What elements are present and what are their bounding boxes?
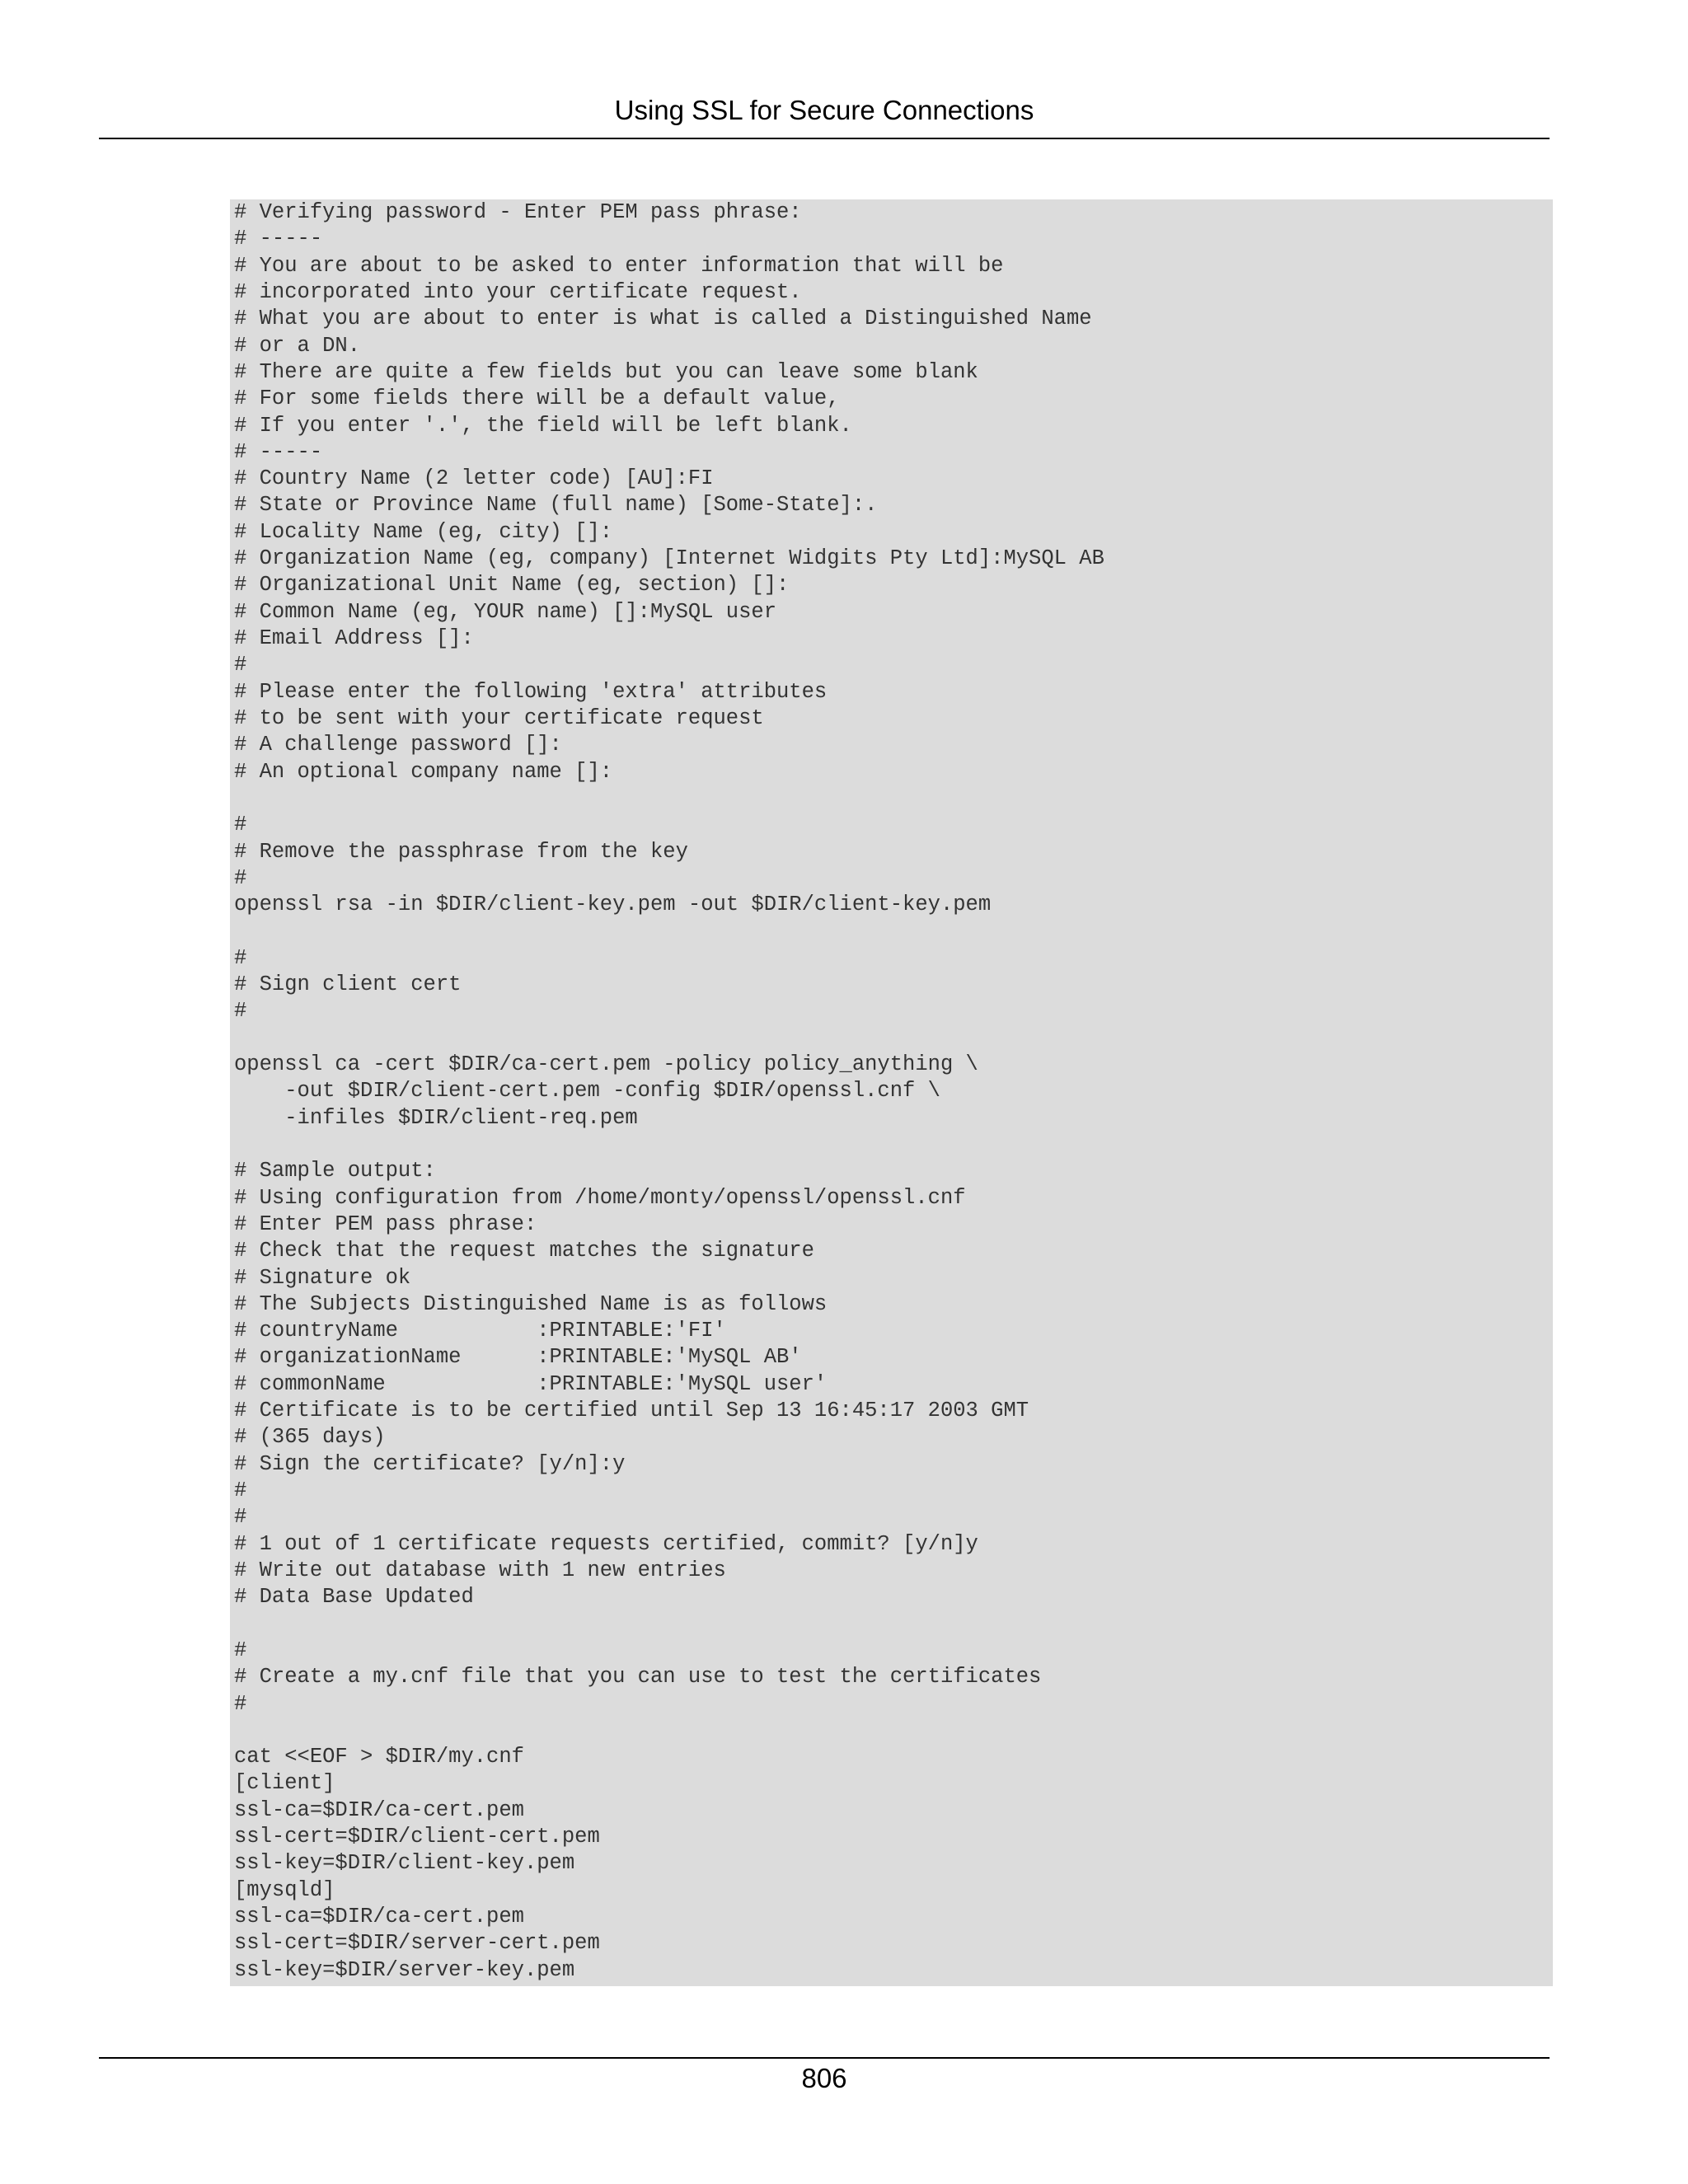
code-line — [234, 1132, 1553, 1158]
code-line: # Sign the certificate? [y/n]:y — [234, 1451, 626, 1476]
code-line: # Create a my.cnf file that you can use to test the certificates — [234, 1665, 1042, 1690]
code-line: # incorporated into your certificate request. — [234, 279, 802, 304]
code-line: # If you enter '.', the field will be left blank. — [234, 413, 852, 438]
code-line: # For some fields there will be a default value, — [234, 387, 840, 411]
code-line — [234, 918, 1553, 944]
code-line: [mysqld] — [234, 1877, 335, 1902]
code-line: # countryName :PRINTABLE:'FI' — [234, 1319, 726, 1343]
code-line: # or a DN. — [234, 333, 361, 358]
code-line: # — [234, 1479, 247, 1502]
code-line: # Using configuration from /home/monty/openssl/openssl.cnf — [234, 1185, 966, 1210]
code-line: # 1 out of 1 certificate requests certified, commit? [y/n]y — [234, 1531, 978, 1556]
code-line: openssl rsa -in $DIR/client-key.pem -out $DIR/client-key.pem — [234, 893, 992, 917]
code-line: ssl-key=$DIR/client-key.pem — [234, 1851, 575, 1876]
footer-divider — [99, 2057, 1550, 2059]
page-title: Using SSL for Secure Connections — [614, 95, 1034, 125]
code-line: # What you are about to enter is what is called a Distinguished Name — [234, 307, 1092, 331]
code-line: # organizationName :PRINTABLE:'MySQL AB' — [234, 1345, 802, 1370]
page-number: 806 — [801, 2063, 847, 2093]
code-line: # Organization Name (eg, company) [Internet Widgits Pty Ltd]:MySQL AB — [234, 546, 1104, 571]
code-line: # Locality Name (eg, city) []: — [234, 519, 613, 544]
code-line: # Enter PEM pass phrase: — [234, 1212, 537, 1236]
code-line: # Please enter the following 'extra' attributes — [234, 679, 828, 704]
code-line: -infiles $DIR/client-req.pem — [234, 1105, 638, 1130]
code-line: # — [234, 653, 247, 677]
code-line — [234, 1025, 1553, 1052]
code-line: openssl ca -cert $DIR/ca-cert.pem -policy policy_anything \ — [234, 1052, 978, 1076]
code-line: # Check that the request matches the signature — [234, 1239, 814, 1263]
code-line: # — [234, 1691, 247, 1716]
code-line: # The Subjects Distinguished Name is as follows — [234, 1291, 828, 1316]
code-line: # Remove the passphrase from the key — [234, 839, 688, 864]
code-line: ssl-ca=$DIR/ca-cert.pem — [234, 1905, 524, 1929]
code-line: # ----- — [234, 227, 323, 251]
code-line: # to be sent with your certificate request — [234, 705, 764, 730]
code-line: # commonName :PRINTABLE:'MySQL user' — [234, 1371, 828, 1396]
code-line: ssl-key=$DIR/server-key.pem — [234, 1957, 575, 1982]
code-line: # ----- — [234, 439, 323, 464]
code-line: # — [234, 1638, 247, 1662]
code-line: # Verifying password - Enter PEM pass phrase: — [234, 200, 802, 224]
code-line: # — [234, 1505, 247, 1530]
code-line: # — [234, 945, 247, 970]
code-line: ssl-cert=$DIR/client-cert.pem — [234, 1825, 600, 1849]
code-line: # Data Base Updated — [234, 1585, 474, 1610]
code-line: # Signature ok — [234, 1265, 411, 1290]
code-line: # You are about to be asked to enter information that will be — [234, 253, 1004, 278]
code-line: # There are quite a few fields but you can leave some blank — [234, 359, 978, 384]
code-line: -out $DIR/client-cert.pem -config $DIR/openssl.cnf \ — [234, 1079, 940, 1104]
code-line: # An optional company name []: — [234, 759, 613, 784]
code-line: # — [234, 865, 247, 890]
code-line: # Common Name (eg, YOUR name) []:MySQL user — [234, 599, 777, 624]
code-line: # Certificate is to be certified until Sep 13 16:45:17 2003 GMT — [234, 1399, 1029, 1423]
code-block — [230, 199, 1553, 1986]
code-line: # Country Name (2 letter code) [AU]:FI — [234, 466, 714, 491]
code-line: ssl-ca=$DIR/ca-cert.pem — [234, 1797, 524, 1822]
code-line: # Organizational Unit Name (eg, section) []: — [234, 573, 790, 598]
header-divider — [99, 138, 1550, 139]
code-line — [234, 1718, 1553, 1744]
code-line: [client] — [234, 1771, 335, 1796]
code-line: # State or Province Name (full name) [Some-State]:. — [234, 493, 878, 518]
code-line: # Sign client cert — [234, 972, 462, 997]
code-line: cat <<EOF > $DIR/my.cnf — [234, 1745, 524, 1769]
code-line: # Write out database with 1 new entries — [234, 1558, 726, 1582]
code-line: # A challenge password []: — [234, 733, 562, 757]
code-line: ssl-cert=$DIR/server-cert.pem — [234, 1931, 600, 1956]
code-line: # — [234, 813, 247, 837]
code-line — [234, 1611, 1553, 1638]
code-line: # (365 days) — [234, 1425, 386, 1450]
code-line: # Email Address []: — [234, 626, 474, 650]
code-line — [234, 785, 1553, 812]
code-line: # — [234, 999, 247, 1024]
code-line: # Sample output: — [234, 1159, 436, 1183]
